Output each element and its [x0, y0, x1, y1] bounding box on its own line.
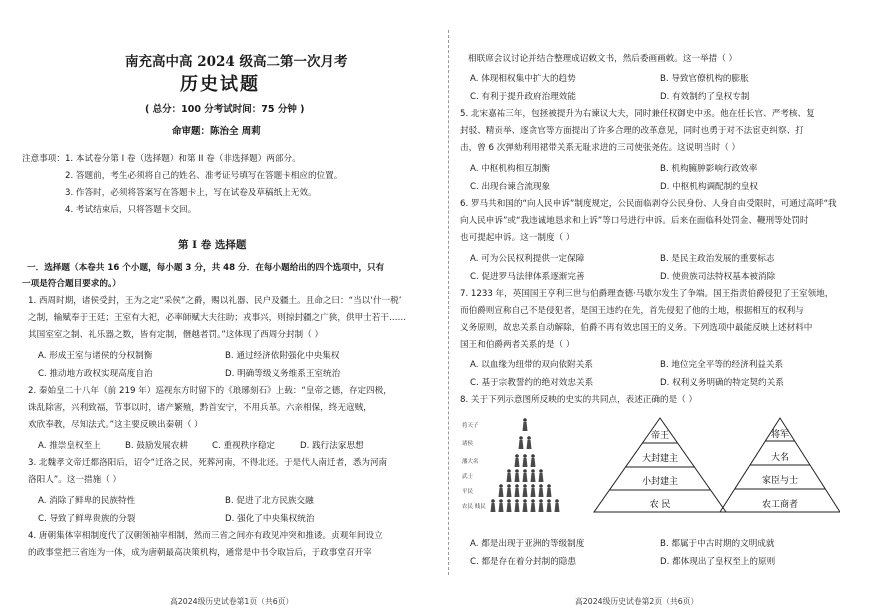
- figurine-icon: [519, 436, 523, 440]
- question-4-option-b[interactable]: B. 导致官僚机构的膨胀: [660, 74, 749, 84]
- question-3-option-c[interactable]: C. 导致了鲜卑贵族的分裂: [38, 514, 136, 524]
- page-footer: 高2024级历史试卷第2页（共6页）: [575, 597, 699, 606]
- figurine-icon: [507, 503, 512, 512]
- figurine-icon: [499, 499, 503, 503]
- question-8-text: 8. 关于下列示意图所反映的史实的共同点，表述正确的是（ ）: [460, 395, 698, 405]
- question-4-text: 的政事堂把三省连为一体，成为唐朝最高决策机构，通常是中书令取旨后，于政事堂召开宰: [28, 548, 372, 558]
- figurine-icon: [491, 499, 495, 503]
- figurine-icon: [515, 503, 520, 512]
- question-4-option-a[interactable]: A. 体现相权集中扩大的趋势: [470, 74, 576, 84]
- figurine-icon: [539, 503, 544, 512]
- hierarchy-label: 诸侯: [462, 441, 474, 447]
- figurine-icon: [515, 473, 520, 482]
- figurine-icon: [547, 499, 551, 503]
- figurine-icon: [547, 484, 551, 488]
- figurine-icon: [515, 488, 520, 497]
- question-8-option-a[interactable]: A. 都是出现于亚洲的等级制度: [470, 539, 585, 549]
- question-1-text: 1. 西周时期，诸侯受封，王为之定“采侯”之爵，赐以礼器、民户及疆土。且命之曰：“当以‘什一税’: [28, 296, 402, 306]
- japan-hierarchy-figure: [462, 418, 560, 512]
- figurine-icon: [527, 440, 532, 449]
- figurine-icon: [531, 484, 535, 488]
- question-6-text: 6. 罗马共和国的“向人民申诉”制度规定，公民面临剥夺公民身份、人身自由受限时，可通过高呼“我: [460, 199, 837, 209]
- exam-score-time: ( 总分：100 分考试时间：75 分钟 ): [145, 104, 305, 115]
- hierarchy-label: 平民: [462, 489, 474, 495]
- section-instructions: 一项是符合题目要求的。）: [22, 279, 121, 289]
- figurine-icon: [515, 458, 520, 467]
- question-8-option-d[interactable]: D. 都体现出了皇权至上的原则: [660, 557, 776, 567]
- notice-line: 注意事项：1. 本试卷分第 I 卷（选择题）和第 II 卷（非选择题）两部分。: [22, 154, 301, 164]
- figurine-icon: [507, 499, 511, 503]
- hierarchy-label: 农民 贱民: [462, 504, 486, 510]
- figurine-icon: [539, 473, 544, 482]
- question-7-option-c[interactable]: C. 基于宗教誓约的绝对效忠关系: [470, 378, 594, 388]
- question-2-option-a[interactable]: A. 推崇皇权至上: [38, 441, 101, 451]
- question-2-option-b[interactable]: B. 鼓励发展农耕: [125, 441, 188, 451]
- question-4-text: 相联席会议讨论并结合整理成诏敕文书，然后委画画敕。这一举措（ ）: [468, 54, 738, 64]
- question-2-text: 欢欣奉教，尽知法式。”这主要反映出秦朝（ ）: [28, 420, 203, 430]
- hierarchy-label: 武士: [462, 474, 474, 480]
- figurine-icon: [515, 484, 519, 488]
- question-6-text: 向人民申诉”或“我违诚地恳求和上诉”等口号进行申诉。后来在面临科处罚金、鞭刑等处罚时: [460, 216, 809, 226]
- figurine-icon: [547, 488, 552, 497]
- pyramid-1-level: 小封建主: [641, 477, 679, 487]
- figurine-icon: [523, 454, 527, 458]
- question-7-text: 7. 1233 年，英国国王亨利三世与伯爵理查德·马歇尔发生了争端。国王指责伯爵侵犯了王室领地，: [460, 289, 834, 299]
- figurine-icon: [531, 499, 535, 503]
- pyramid-1-level: 大封建主: [641, 454, 679, 464]
- figurine-icon: [531, 469, 535, 473]
- question-4-text: 4. 唐朝集体宰相制度代了汉朝领袖宰相制，然而三省之间亦有政见冲突和推诿。贞观年间设立: [28, 531, 383, 541]
- figurine-icon: [519, 440, 524, 449]
- hierarchy-label: 藩大名: [462, 459, 479, 465]
- figurine-icon: [515, 469, 519, 473]
- notice-line: 2. 答题前，考生必须将自己的姓名、准考证号填写在答题卡相应的位置。: [65, 171, 343, 181]
- exam-authors: 命审题：陈治全 周莉: [172, 126, 261, 137]
- question-7-text: 国王和伯爵两者关系的是（ ）: [460, 340, 575, 350]
- figurine-icon: [531, 473, 536, 482]
- question-5-option-c[interactable]: C. 出现台谏合流现象: [470, 182, 551, 192]
- pyramid-2-level: 家臣与士: [761, 476, 799, 486]
- pyramid-2-level: 大名: [770, 453, 790, 463]
- notice-line: 3. 作答时，必须将答案写在答题卡上，写在试卷及草稿纸上无效。: [65, 188, 317, 198]
- feudal-pyramid-2: [720, 418, 840, 512]
- figurine-icon: [507, 469, 511, 473]
- figurine-icon: [515, 454, 519, 458]
- figurine-icon: [523, 469, 527, 473]
- section-instructions: 一．选择题（本卷共 16 个小题，每小题 3 分，共 48 分．在每小题给出的四个选项中，只有: [27, 263, 385, 273]
- figurine-icon: [539, 488, 544, 497]
- figurine-icon: [499, 488, 504, 497]
- feudal-pyramid-1: [594, 418, 726, 512]
- figurine-icon: [531, 458, 536, 467]
- hierarchy-label: 将天子: [462, 423, 479, 429]
- figurine-icon: [499, 503, 504, 512]
- figurine-icon: [491, 503, 496, 512]
- figurine-icon: [523, 473, 528, 482]
- figurine-icon: [523, 418, 527, 422]
- question-5-text: 封驳、精贡举、逐贪官等方面提出了许多合理的改革意见，同时也勇于对不法宦吏纠察、打: [460, 126, 804, 136]
- figurine-icon: [523, 499, 527, 503]
- question-2-option-c[interactable]: C. 重视秩序稳定: [212, 441, 276, 451]
- question-8-option-c[interactable]: C. 都是存在着分封制的隐患: [470, 557, 576, 567]
- question-6-option-c[interactable]: C. 促进罗马法律体系逐渐完善: [470, 272, 585, 282]
- question-3-option-b[interactable]: B. 促进了北方民族交融: [225, 496, 314, 506]
- question-2-text: 诛乱除害，兴利致福，节事以时，诸产繁殖，黔首安宁，不用兵革。六亲相保，终无寇贼，: [28, 403, 372, 413]
- question-7-text: 义务原则，故忠关系自动解除，伯爵不再有效忠国王的义务。下列选项中最能反映上述材料中: [460, 323, 813, 333]
- page-footer: 高2024级历史试卷第1页（共6页）: [170, 597, 294, 606]
- figurine-icon: [515, 499, 519, 503]
- figurine-icon: [539, 484, 543, 488]
- page-fold-divider: [448, 30, 449, 575]
- exam-school-title: 南充高中高 2024 级高二第一次月考: [125, 54, 348, 70]
- figurine-icon: [539, 499, 543, 503]
- question-5-option-d[interactable]: D. 中枢机构调配制约皇权: [660, 182, 759, 192]
- pyramid-2-level: 农工商者: [761, 500, 799, 510]
- question-1-text: 其国室室之制、礼乐器之数，皆有定制，僭越者罚。”这体现了西周分封制（ ）: [28, 330, 324, 340]
- question-1-option-c[interactable]: C. 推动地方政权实现高度自治: [38, 369, 153, 379]
- figurine-icon: [523, 458, 528, 467]
- figurine-icon: [531, 488, 536, 497]
- pyramid-1-level: 农 民: [649, 500, 671, 510]
- figurine-icon: [539, 469, 543, 473]
- question-7-option-a[interactable]: A. 以血缘为纽带的双向依附关系: [470, 360, 593, 370]
- question-5-option-a[interactable]: A. 中枢机构相互制衡: [470, 164, 550, 174]
- question-4-option-c[interactable]: C. 有利于提升政府治理效能: [470, 92, 576, 102]
- question-6-option-b[interactable]: B. 是民主政治发展的重要标志: [660, 254, 775, 264]
- figurine-icon: [523, 503, 528, 512]
- question-1-option-a[interactable]: A. 形成王室与诸侯的分权制衡: [38, 351, 153, 361]
- question-7-option-b[interactable]: B. 地位完全平等的经济利益关系: [660, 360, 784, 370]
- question-6-text: 也可提起申诉。这一制度（ ）: [460, 233, 575, 243]
- question-7-text: 而伯爵则宣称自己不是侵犯者，是国王违约在先，首先侵犯了他的土地，根据相互的权利与: [460, 306, 804, 316]
- figurine-icon: [523, 422, 528, 431]
- question-1-text: 之制，输赋奉于王廷；王室有大祀，必率師赋大夫往助；戎事兴，则掠封疆之广狭，供甲士若干……: [28, 313, 407, 323]
- page-2: [440, 0, 860, 615]
- figurine-icon: [507, 484, 511, 488]
- question-2-option-d[interactable]: D. 践行法家思想: [300, 441, 364, 451]
- question-6-option-d[interactable]: D. 使贵族司法特权基本被消除: [660, 272, 776, 282]
- figurine-icon: [527, 436, 531, 440]
- question-3-option-d[interactable]: D. 强化了中央集权统治: [225, 514, 315, 524]
- question-4-option-d[interactable]: D. 有效制约了皇权专制: [660, 92, 750, 102]
- figurine-icon: [507, 488, 512, 497]
- figurine-icon: [507, 473, 512, 482]
- question-8-option-b[interactable]: B. 都属于中古时期的文明成就: [660, 539, 775, 549]
- figurine-icon: [523, 488, 528, 497]
- question-3-text: 3. 北魏孝文帝迁都洛阳后，诏令“迁洛之民，死葬河南，不得北还。于是代人南迁者，悉为河南: [28, 458, 388, 468]
- question-5-text: 5. 北宋嘉祐三年，包拯被提升为右谏议大夫，同时兼任权御史中丞。他在任长官、严考核、复: [460, 109, 815, 119]
- page-1: [0, 0, 420, 615]
- exam-subject-title: 历史试题: [180, 74, 260, 95]
- question-3-text: 洛阳人”。这一措施（ ）: [28, 475, 122, 485]
- figurine-icon: [555, 503, 560, 512]
- question-5-text: 击，曾 6 次弹劾利用裙带关系无耻求进的三司使张尧佐。这说明当时（ ）: [460, 143, 741, 153]
- figurine-icon: [531, 454, 535, 458]
- question-1-option-d[interactable]: D. 明确等级义务维系王室统治: [225, 369, 341, 379]
- section-title: 第 I 卷 选择题: [178, 239, 247, 251]
- figurine-icon: [555, 499, 559, 503]
- figurine-icon: [499, 484, 503, 488]
- question-5-option-b[interactable]: B. 机构臃肿影响行政效率: [660, 164, 758, 174]
- figurine-icon: [547, 503, 552, 512]
- question-6-option-a[interactable]: A. 可为公民权利提供一定保障: [470, 254, 585, 264]
- figurine-icon: [523, 484, 527, 488]
- question-2-text: 2. 秦始皇二十八年（前 219 年）巡视东方时留下的《琅琊刻石》上载：“皇帝之德，存定四极，: [28, 386, 392, 396]
- question-8-figures: [460, 412, 840, 522]
- pyramid-1-level: 帝王: [650, 431, 670, 441]
- question-3-option-a[interactable]: A. 消除了鲜卑的民族特性: [38, 496, 136, 506]
- question-7-option-d[interactable]: D. 权利义务明确的特定契约关系: [660, 378, 784, 388]
- pyramid-2-level: 将军: [770, 430, 790, 440]
- question-1-option-b[interactable]: B. 通过经济依附强化中央集权: [225, 351, 340, 361]
- notice-line: 4. 考试结束后，只将答题卡交回。: [65, 205, 197, 215]
- figurine-icon: [531, 503, 536, 512]
